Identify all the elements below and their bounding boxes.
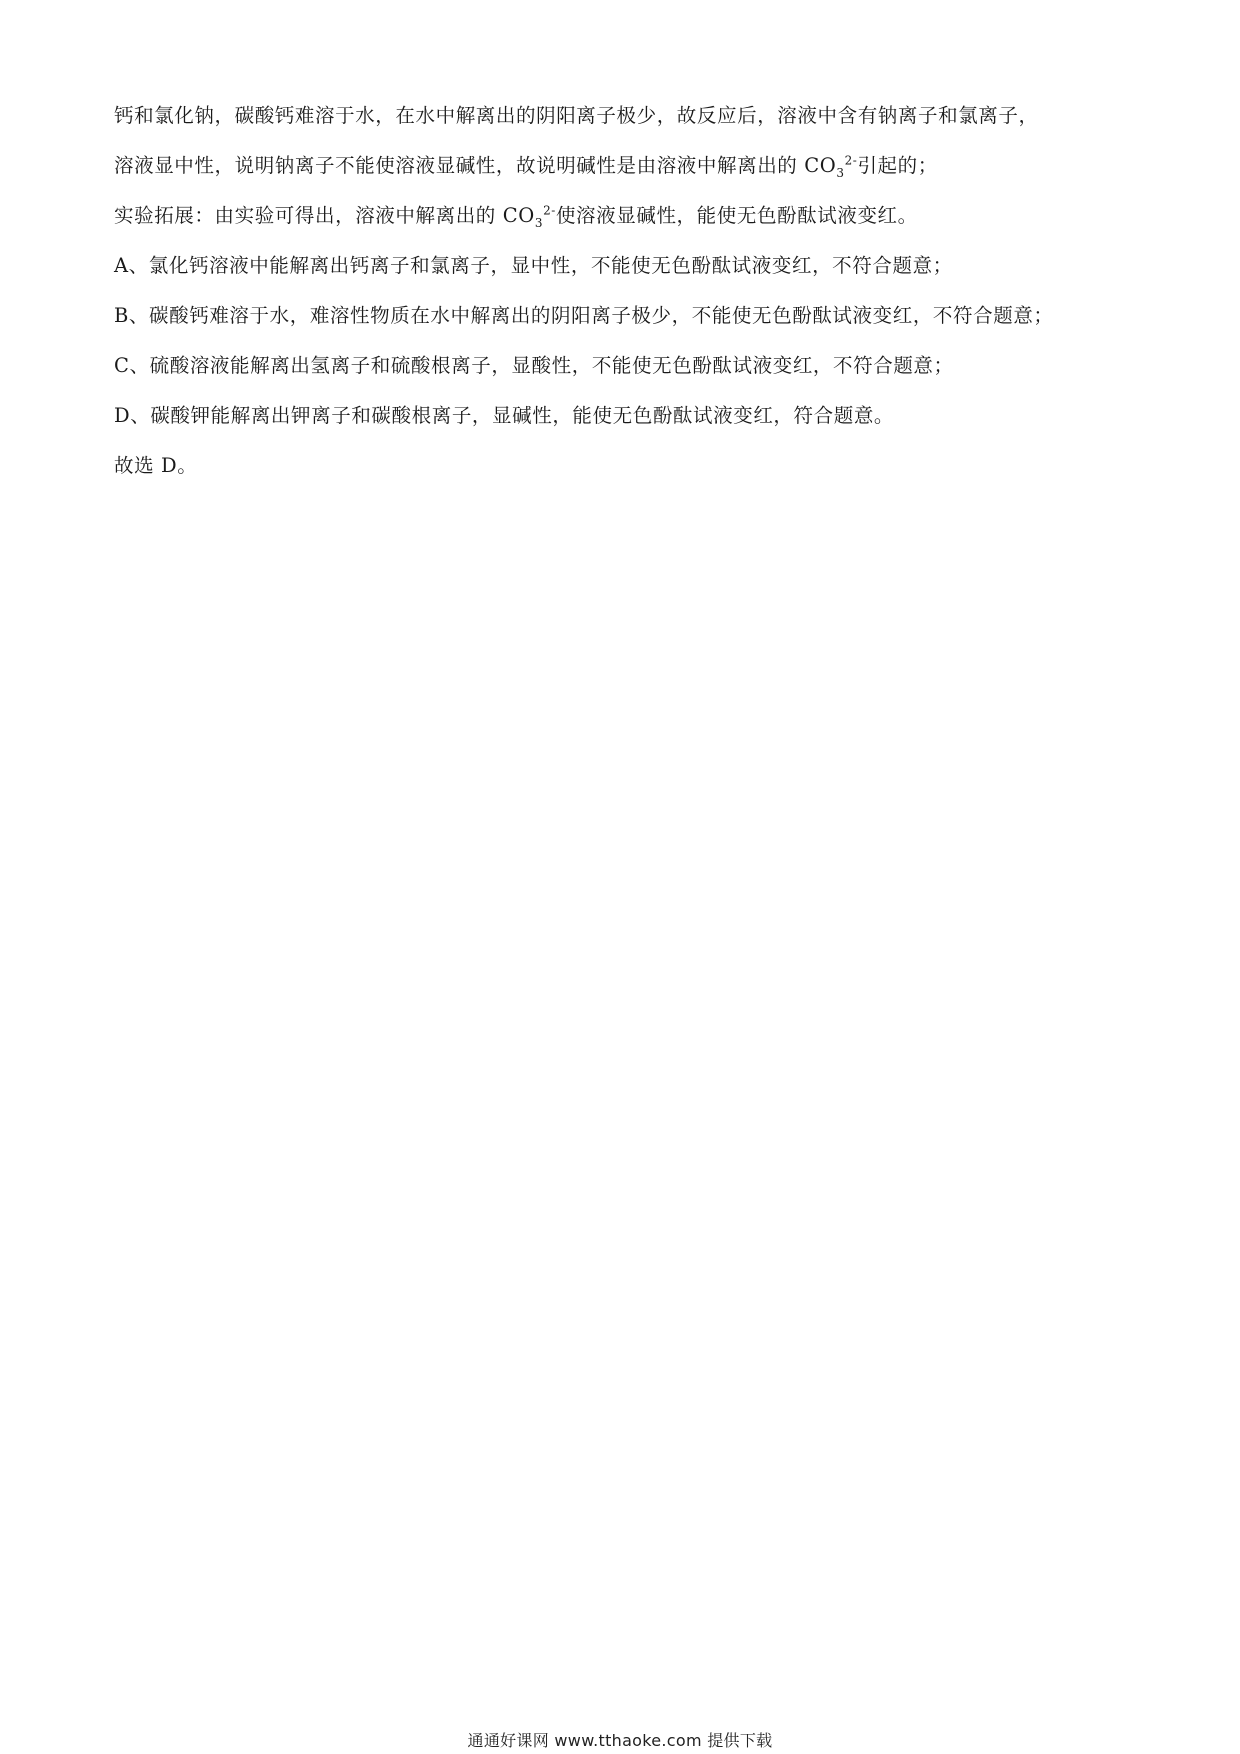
- text-line-3-sup: 2-: [543, 203, 556, 218]
- text-line-2-post: 引起的；: [857, 154, 938, 177]
- answer-line: 故选 D。: [114, 454, 198, 477]
- text-line-3-pre: 实验拓展：由实验可得出，溶液中解离出的 CO: [114, 204, 535, 227]
- text-line-3: [114, 203, 1124, 229]
- text-line-1: 钙和氯化钠，碳酸钙难溶于水，在水中解离出的阴阳离子极少，故反应后，溶液中含有钠离子和氯离子，: [114, 104, 1039, 127]
- page-footer: 通通好课网 www.tthaoke.com 提供下载: [467, 1731, 773, 1750]
- text-line-3-sub: 3: [534, 215, 544, 230]
- text-line-2: [114, 153, 1124, 179]
- text-line-2-pre: 溶液显中性，说明钠离子不能使溶液显碱性，故说明碱性是由溶液中解离出的 CO: [114, 154, 837, 177]
- text-line-2-sup: 2-: [844, 153, 858, 168]
- option-a-line: A、氯化钙溶液中能解离出钙离子和氯离子，显中性，不能使无色酚酞试液变红，不符合题意；: [114, 254, 953, 277]
- option-b-line: B、碳酸钙难溶于水，难溶性物质在水中解离出的阴阳离子极少，不能使无色酚酞试液变红，不符合题意；: [114, 304, 1054, 327]
- document-body: [114, 103, 1124, 503]
- option-d-line: D、碳酸钾能解离出钾离子和碳酸根离子，显碱性，能使无色酚酞试液变红，符合题意。: [114, 404, 895, 427]
- option-c-line: C、硫酸溶液能解离出氢离子和硫酸根离子，显酸性，不能使无色酚酞试液变红，不符合题意；: [114, 354, 954, 377]
- text-line-3-post: 使溶液显碱性，能使无色酚酞试液变红。: [555, 204, 918, 227]
- text-line-2-sub: 3: [836, 165, 845, 180]
